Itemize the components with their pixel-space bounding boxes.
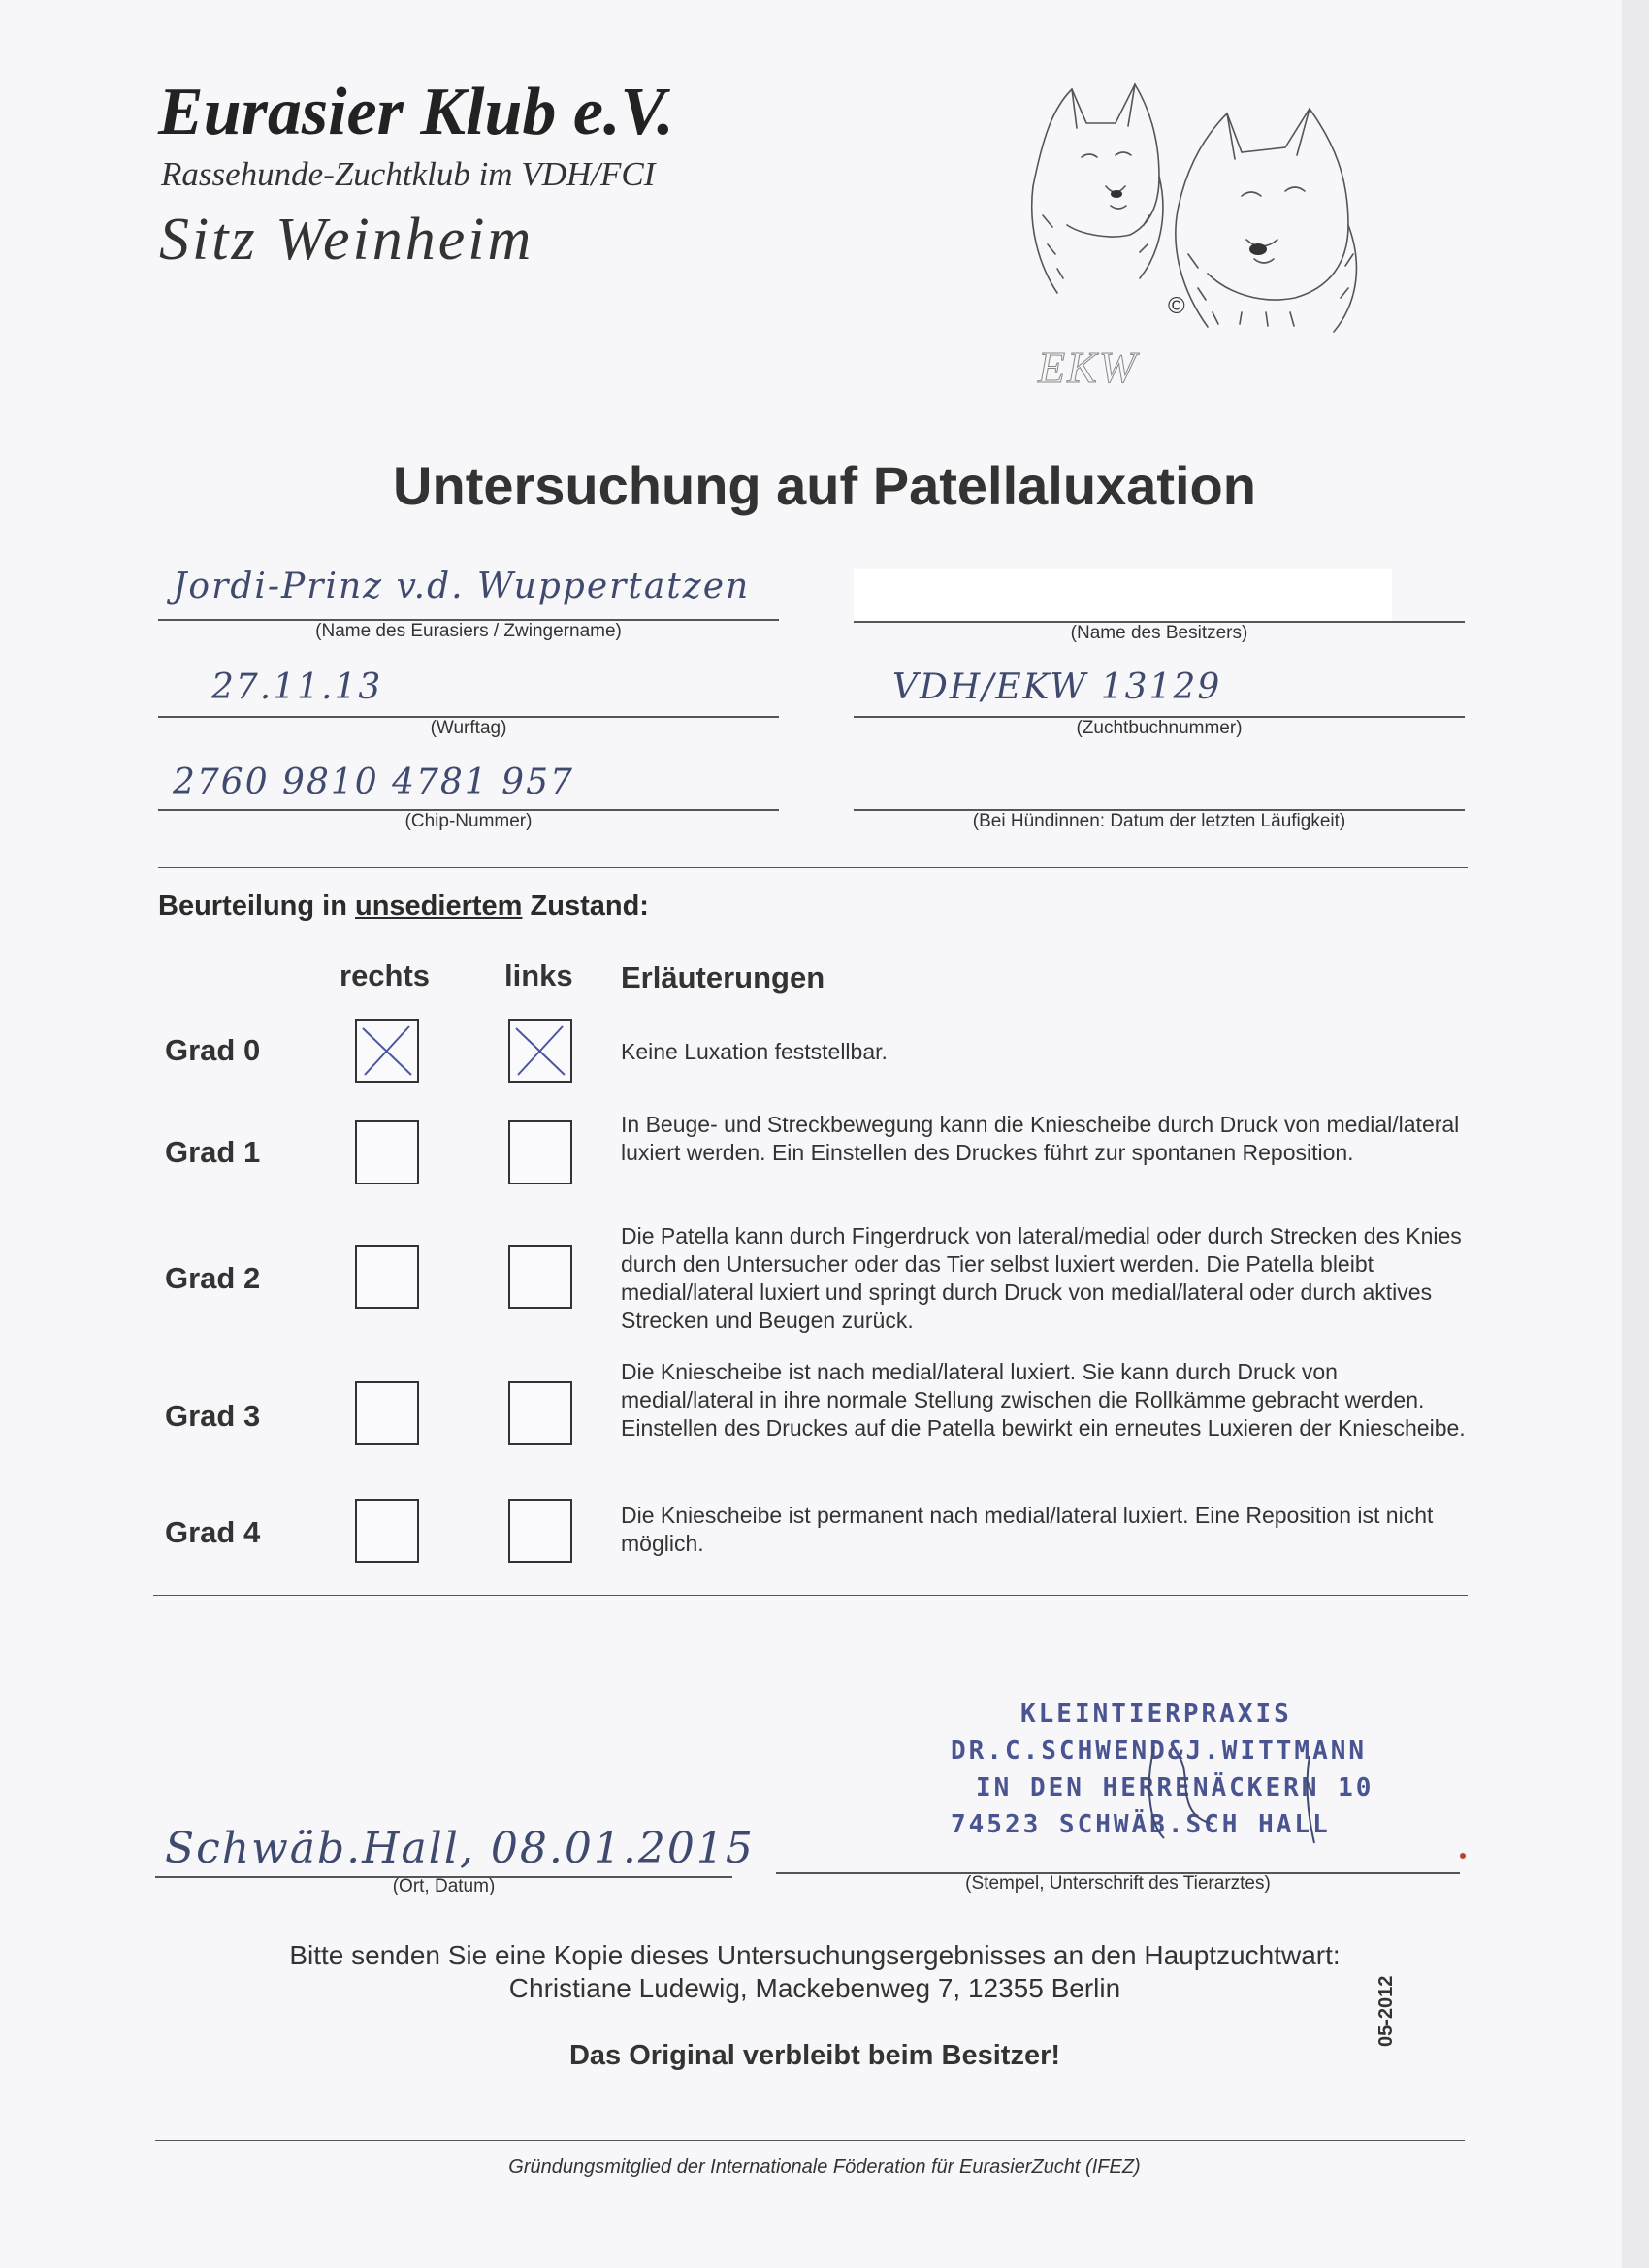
section-divider-bottom (153, 1595, 1468, 1596)
stamp-caption: (Stempel, Unterschrift des Tierarztes) (965, 1873, 1271, 1894)
notice-original: Das Original verbleibt beim Besitzer! (568, 2040, 1061, 2071)
grade-explanation: Keine Luxation feststellbar. (621, 1039, 888, 1064)
footer-divider (155, 2140, 1465, 2141)
place-date-value[interactable]: Schwäb.Hall, 08.01.2015 (165, 1824, 755, 1873)
heat-date-caption: (Bei Hündinnen: Datum der letzten Läufigkeit) (972, 811, 1346, 831)
grade-label: Grad 1 (165, 1135, 261, 1169)
stamp-line-2: DR.C.SCHWEND&J.WITTMANN (951, 1736, 1368, 1766)
checkbox-left-grade-2[interactable] (508, 1245, 572, 1309)
grade-label: Grad 3 (165, 1399, 261, 1433)
checkbox-right-grade-4[interactable] (355, 1499, 419, 1563)
checkbox-right-grade-0[interactable] (355, 1019, 419, 1083)
club-name: Eurasier Klub e.V. (158, 75, 674, 149)
checkbox-left-grade-4[interactable] (508, 1499, 572, 1563)
dog-name-caption: (Name des Eurasiers / Zwingername) (315, 621, 622, 641)
footer-text: Gründungsmitglied der Internationale Föderation für EurasierZucht (IFEZ) (508, 2156, 1141, 2178)
form-title: Untersuchung auf Patellaluxation (393, 455, 1256, 516)
ink-dot (1460, 1853, 1466, 1859)
chip-number-caption: (Chip-Nummer) (404, 811, 533, 831)
studbook-value[interactable]: VDH/EKW 13129 (892, 667, 1222, 707)
form-version: 05-2012 (1375, 1975, 1397, 2047)
notice-line-1: Bitte senden Sie eine Kopie dieses Untersuchungsergebnisses an den Hauptzuchtwart: (289, 1940, 1341, 1970)
grade-explanation: In Beuge- und Streckbewegung kann die Kniescheibe durch Druck von medial/lateral luxiert werden. Ein Einstellen des Druckes führt zur spontanen Reposition. (621, 1112, 1460, 1165)
stamp-line-3: IN DEN HERRENÄCKERN 10 (976, 1773, 1374, 1802)
checkbox-right-grade-3[interactable] (355, 1381, 419, 1445)
column-header-left: links (504, 958, 573, 992)
checkbox-right-grade-1[interactable] (355, 1120, 419, 1184)
grade-label: Grad 4 (165, 1515, 261, 1549)
checkbox-left-grade-1[interactable] (508, 1120, 572, 1184)
check-mark-icon (510, 1021, 570, 1081)
column-header-right: rechts (340, 958, 431, 992)
checkbox-right-grade-2[interactable] (355, 1245, 419, 1309)
birth-date-caption: (Wurftag) (430, 718, 507, 738)
checkbox-left-grade-0[interactable] (508, 1019, 572, 1083)
section-divider-top (158, 867, 1468, 868)
assessment-heading: Beurteilung in unsediertem Zustand: (158, 891, 649, 922)
club-subtitle: Rassehunde-Zuchtklub im VDH/FCI (161, 155, 656, 193)
grade-explanation: Die Kniescheibe ist permanent nach medial/lateral luxiert. Eine Reposition ist nicht möglich. (621, 1503, 1434, 1556)
vet-signature (1135, 1727, 1329, 1853)
birth-date-value[interactable]: 27.11.13 (211, 667, 383, 707)
owner-name-redaction (854, 569, 1392, 621)
chip-number-value[interactable]: 2760 9810 4781 957 (173, 762, 574, 802)
place-date-caption: (Ort, Datum) (392, 1876, 496, 1896)
checkbox-left-grade-3[interactable] (508, 1381, 572, 1445)
grade-explanation: Die Kniescheibe ist nach medial/lateral luxiert. Sie kann durch Druck von medial/lateral in ihre normale Stellung zwischen die Rollkämme gebracht werden. Einstellen des Druckes auf die Patella bewirkt ein erneutes Luxieren der Kniescheibe. (621, 1359, 1466, 1441)
grade-label: Grad 0 (165, 1033, 261, 1067)
stamp-line-1: KLEINTIERPRAXIS (1020, 1700, 1292, 1729)
dog-name-value[interactable]: Jordi-Prinz v.d. Wuppertatzen (173, 567, 751, 606)
studbook-caption: (Zuchtbuchnummer) (1076, 718, 1243, 738)
grade-label: Grad 2 (165, 1261, 261, 1295)
club-seat: Sitz Weinheim (159, 207, 534, 273)
notice-line-2: Christiane Ludewig, Mackebenweg 7, 12355 Berlin (508, 1973, 1121, 2003)
owner-name-caption: (Name des Besitzers) (1070, 623, 1248, 643)
copyright-symbol: © (1168, 293, 1185, 319)
column-header-explanations: Erläuterungen (621, 960, 825, 994)
grade-explanation: Die Patella kann durch Fingerdruck von lateral/medial oder durch Strecken des Knies durch den Untersucher oder das Tier selbst luxiert werden. Die Patella bleibt medial/lateral luxiert und springt durch Druck von medial/lateral oder durch aktives Strecken und Beugen zurück. (621, 1223, 1462, 1333)
logo-text: EKW (1038, 342, 1139, 392)
stamp-line-4: 74523 SCHWÄB.SCH HALL (951, 1810, 1331, 1839)
check-mark-icon (357, 1021, 417, 1081)
